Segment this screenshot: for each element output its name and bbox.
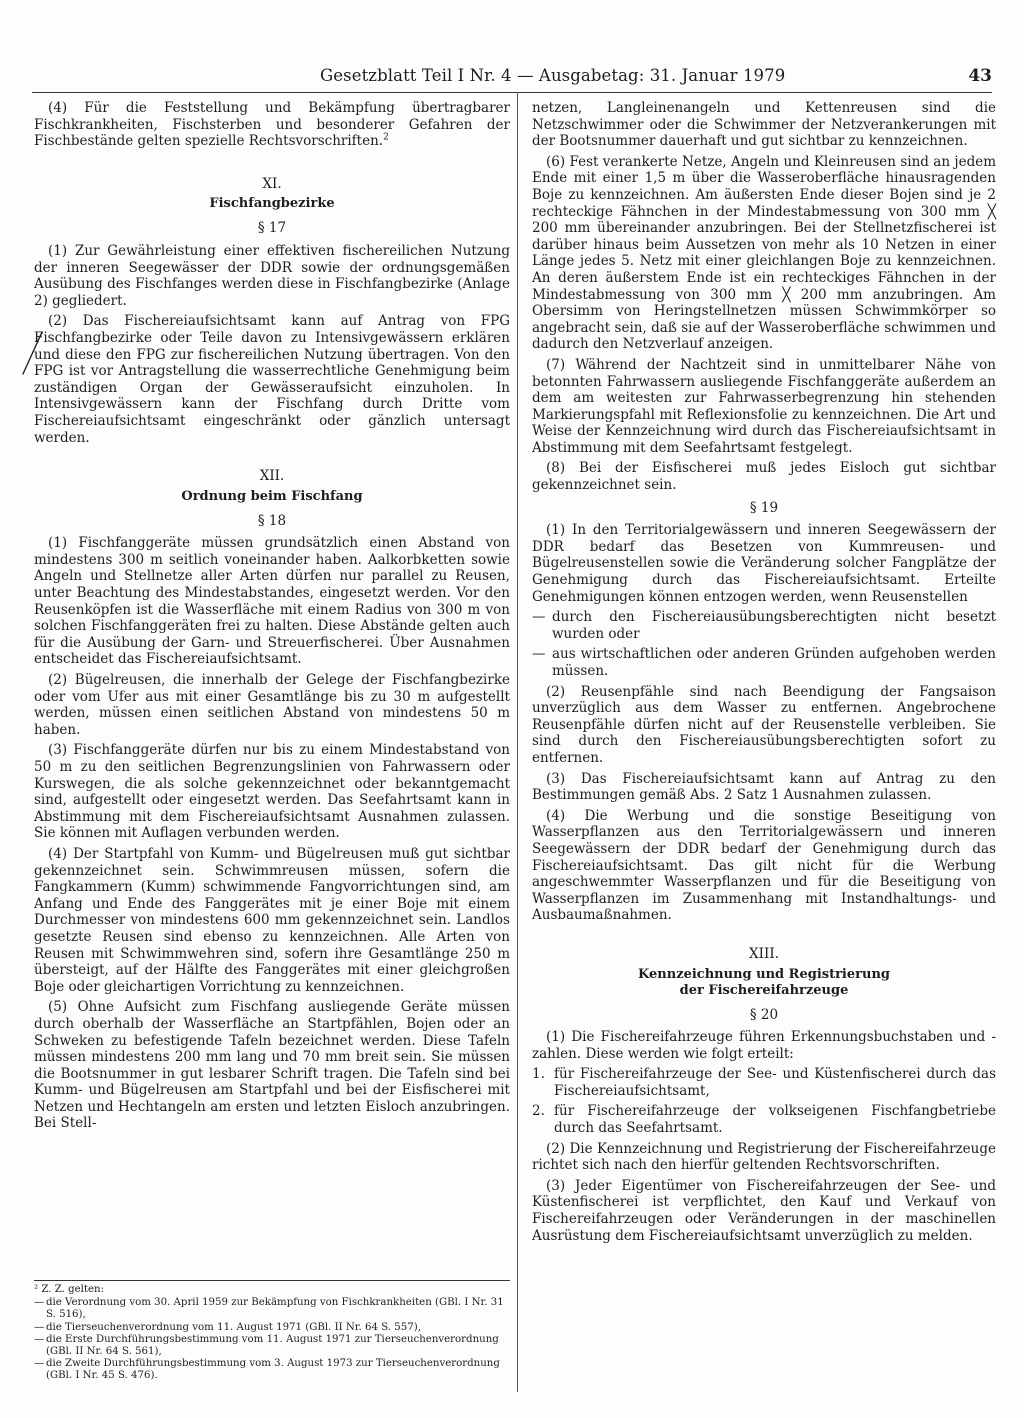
footnote-text: die Verordnung vom 30. April 1959 zur Bekämpfung von Fischkrankheiten (GBl. I Nr. 31 S. 516),: [46, 1297, 504, 1321]
section-title-line: der Fischereifahrzeuge: [679, 982, 849, 998]
body-paragraph: (2) Bügelreusen, die innerhalb der Gelege der Fischfangbezirke oder vom Ufer aus mit einer Gesamtlänge bis zu 30 m aufgestellt werden, müssen einen seitlichen Abstand von mindestens 50 m haben.: [34, 672, 510, 738]
body-paragraph: (1) Zur Gewährleistung einer effektiven fischereilichen Nutzung der inneren Seegewässer der DDR sowie der ordnungsgemäßen Ausübung des Fischfanges werden diese in Fischfangbezirke (Anlage 2) gegliedert.: [34, 242, 510, 309]
item-number: 1.: [532, 1066, 545, 1083]
numbered-list-item: [532, 1066, 996, 1099]
left-column: [34, 100, 510, 1136]
footnote-text: die Tierseuchenverordnung vom 11. August 1971 (GBl. II Nr. 64 S. 557),: [46, 1321, 421, 1333]
footnotes: [34, 1280, 510, 1383]
body-paragraph: (4) Der Startpfahl von Kumm- und Bügelreusen muß gut sichtbar gekennzeichnet sein. Schwimmreusen müssen, sofern die Fangkammern (Kumm) schwimmende Fangvorrichtungen sind, am Anfang und Ende des Fanggerätes mit je einer Boje mit einem Durchmesser von mindestens 600 mm gekennzeichnet sein. Landlos gesetzte Reusen sind ebenso zu kennzeichnen. Alle Arten von Reusen mit Schwimmwehren sind, sofern ihre Gesamtlänge 250 m übersteigt, auf der Hälfte des Fanggerätes mit einer gleichgroßen Boje oder gleichartigen Vorrichtung zu kennzeichnen.: [34, 845, 510, 995]
dash-list-item: [532, 609, 996, 642]
numbered-list-item: [532, 1103, 996, 1136]
right-column: [532, 100, 996, 1248]
footnote-dash: —: [34, 1358, 45, 1370]
body-paragraph: (3) Fischfanggeräte dürfen nur bis zu einem Mindestabstand von 50 m zu den seitlichen Begrenzungslinien von Fahrwassern oder Kurswegen, die als solche gekennzeichnet oder bekanntgemacht sind, aufgestellt oder eingesetzt werden. Das Seefahrtsamt kann in Abstimmung mit dem Fischereiaufsichtsamt Ausnahmen zulassen. Sie können mit Auflagen verbunden werden.: [34, 742, 510, 842]
page-number: 43: [968, 66, 992, 86]
footnote-ref: 2: [383, 132, 389, 143]
footnote-heading: ² Z. Z. gelten:: [34, 1284, 104, 1295]
page-header: [32, 66, 992, 93]
footnote-dash: —: [34, 1333, 45, 1345]
section-title: Fischfangbezirke: [209, 196, 335, 212]
body-paragraph: (2) Das Fischereiaufsichtsamt kann auf Antrag von FPG Fischfangbezirke oder Teile davon zu Intensivgewässern erklären und diese den FPG zur fischereilichen Nutzung übertragen. Von den FPG ist vor Antragstellung die wasserrechtliche Genehmigung beim zuständigen Organ der Gewässeraufsicht einzuholen. In Intensivgewässern kann der Fischfang durch Dritte vom Fischereiaufsichtsamt eingeschränkt oder gänzlich untersagt werden.: [34, 313, 510, 446]
footnote-text: die Zweite Durchführungsbestimmung vom 3. August 1973 zur Tierseuchenverordnung (GBl. I Nr. 45 S. 476).: [46, 1358, 500, 1382]
footnote-item: [34, 1334, 510, 1358]
section-number: XI.: [262, 175, 282, 192]
body-paragraph: (6) Fest verankerte Netze, Angeln und Kleinreusen sind an jedem Ende mit einer 1,5 m über die Wasseroberfläche hinausragenden Boje zu kennzeichnen. Am äußersten Ende dieser Bojen sind je 2 rechteckige Fähnchen in der Mindestabmessung von 300 mm ╳ 200 mm übereinander anzubringen. Bei der Stellnetzfischerei ist darüber hinaus beim Aussetzen von mehr als 10 Netzen in einer Länge jedes 5. Netz mit einer gleichlangen Boje zu kennzeichnen. An deren äußerstem Ende ist ein rechteckiges Fähnchen in der Mindestabmessung von 300 mm ╳ 200 mm anzubringen. Am Obersimm von Heringstellnetzen müssen Schwimmkörper so angebracht sein, daß sie auf der Wasseroberfläche schwimmen und dadurch den Netzverlauf anzeigen.: [532, 153, 996, 353]
dash-item-text: durch den Fischereiausübungsberechtigten nicht besetzt wurden oder: [552, 609, 996, 642]
item-number: 2.: [532, 1103, 545, 1120]
section-title: Ordnung beim Fischfang: [181, 488, 363, 504]
body-paragraph: (2) Reusenpfähle sind nach Beendigung der Fangsaison unverzüglich aus dem Wasser zu entfernen. Angebrochene Reusenpfähle dürfen nicht auf der Reusenstelle verbleiben. Sie sind durch den Fischereiausübungsberechtigten sofort zu entfernen.: [532, 683, 996, 766]
section-number: XII.: [259, 468, 285, 485]
footnote-item: [34, 1358, 510, 1382]
body-paragraph: (2) Die Kennzeichnung und Registrierung der Fischereifahrzeuge richtet sich nach den hierfür geltenden Rechtsvorschriften.: [532, 1140, 996, 1174]
body-paragraph: (3) Jeder Eigentümer von Fischereifahrzeugen der See- und Küstenfischerei ist verpflichtet, den Kauf und Verkauf von Fischereifahrzeugen oder Veränderungen in der maschinellen Ausrüstung dem Fischereiaufsichtsamt unverzüglich zu melden.: [532, 1177, 996, 1244]
footnote-item: [34, 1322, 510, 1334]
body-paragraph: (1) Fischfanggeräte müssen grundsätzlich einen Abstand von mindestens 300 m seitlich voneinander haben. Aalkorbketten sowie Angeln und Stellnetze aller Arten dürfen nur parallel zu Reusen, unter Beachtung des Mindestabstandes, eingesetzt werden. Vor den Reusenköpfen ist die Wasserfläche mit einem Radius von 300 m von solchen Fischfanggeräten frei zu halten. Diese Abstände gelten auch für die Ausübung der Garn- und Streuerfischerei. Über Ausnahmen entscheidet das Fischereiaufsichtsamt.: [34, 535, 510, 668]
item-text: für Fischereifahrzeuge der See- und Küstenfischerei durch das Fischereiaufsichtsamt,: [554, 1066, 996, 1099]
section-number: XIII.: [749, 945, 779, 962]
section-title-line: Kennzeichnung und Registrierung: [638, 966, 890, 982]
item-text: für Fischereifahrzeuge der volkseigenen Fischfangbetriebe durch das Seefahrtsamt.: [554, 1103, 996, 1137]
footnote-item: [34, 1297, 510, 1321]
paragraph-heading: § 18: [257, 512, 287, 529]
running-title: Gesetzblatt Teil I Nr. 4 — Ausgabetag: 31. Januar 1979: [320, 66, 786, 85]
column-divider: [517, 92, 518, 1392]
body-paragraph: (1) In den Territorialgewässern und inneren Seegewässern der DDR bedarf das Besetzen von Kummreusen- und Bügelreusenstellen sowie die Veränderung solcher Fangplätze der Genehmigung durch das Fischereiaufsichtsamt. Erteilte Genehmigungen können entzogen werden, wenn Reusenstellen: [532, 522, 996, 605]
body-paragraph-continued: netzen, Langleinenangeln und Kettenreusen sind die Netzschwimmer oder die Schwimmer der Netzverankerungen mit der Bootsnummer dauerhaft und gut sichtbar zu kennzeichnen.: [532, 100, 996, 150]
body-paragraph: (1) Die Fischereifahrzeuge führen Erkennungsbuchstaben und -zahlen. Diese werden wie folgt erteilt:: [532, 1029, 996, 1062]
intro-paragraph: [34, 100, 510, 150]
dash-list-item: [532, 646, 996, 679]
paragraph-heading: § 17: [257, 220, 287, 237]
body-paragraph: (4) Die Werbung und die sonstige Beseitigung von Wasserpflanzen aus den Territorialgewässern und inneren Seegewässern der DDR bedarf der Genehmigung durch das Fischereiaufsichtsamt. Das gilt nicht für die Werbung angeschwemmter Wasserpflanzen und für die Beseitigung von Wasserpflanzen im Zusammenhang mit Instandhaltungs- und Ausbaumaßnahmen.: [532, 807, 996, 924]
body-paragraph: (3) Das Fischereiaufsichtsamt kann auf Antrag zu den Bestimmungen gemäß Abs. 2 Satz 1 Ausnahmen zulassen.: [532, 770, 996, 804]
intro-text: (4) Für die Feststellung und Bekämpfung übertragbarer Fischkrankheiten, Fischsterben und besonderer Gefahren der Fischbestände gelten spezielle Rechtsvorschriften.: [34, 100, 510, 150]
paragraph-heading: § 19: [749, 499, 779, 516]
body-paragraph: (7) Während der Nachtzeit sind in unmittelbarer Nähe von betonnten Fahrwassern ausliegende Fischfanggeräte außerdem an dem am weitesten zur Fahrwasserbegrenzung hin stehenden Markierungspfahl mit Reflexionsfolie zu kennzeichnen. Die Art und Weise der Kennzeichnung wird durch das Fischereiaufsichtsamt in Abstimmung mit dem Seefahrtsamt festgelegt.: [532, 356, 996, 456]
dash-marker: —: [532, 609, 546, 626]
footnote-text: die Erste Durchführungsbestimmung vom 11. August 1971 zur Tierseuchenverordnung (GBl. II Nr. 64 S. 561),: [46, 1333, 499, 1358]
dash-marker: —: [532, 646, 546, 663]
paragraph-heading: § 20: [749, 1006, 779, 1023]
footnote-dash: —: [34, 1297, 45, 1309]
footnote-dash: —: [34, 1321, 45, 1333]
dash-item-text: aus wirtschaftlichen oder anderen Gründen aufgehoben werden müssen.: [552, 646, 996, 679]
body-paragraph: (8) Bei der Eisfischerei muß jedes Eisloch gut sichtbar gekennzeichnet sein.: [532, 460, 996, 494]
body-paragraph: (5) Ohne Aufsicht zum Fischfang ausliegende Geräte müssen durch oberhalb der Wasserfläche an Startpfählen, Bojen oder an Schweken zu befestigende Tafeln bezeichnet werden. Diese Tafeln müssen mindestens 200 mm lang und 70 mm breit sein. Sie müssen die Bootsnummer in gut lesbarer Schrift tragen. Die Tafeln sind bei Kumm- und Bügelreusen am Startpfahl und bei der Eisfischerei mit Netzen und Hechtangeln am ersten und letzten Eisloch anzubringen. Bei Stell-: [34, 999, 510, 1132]
